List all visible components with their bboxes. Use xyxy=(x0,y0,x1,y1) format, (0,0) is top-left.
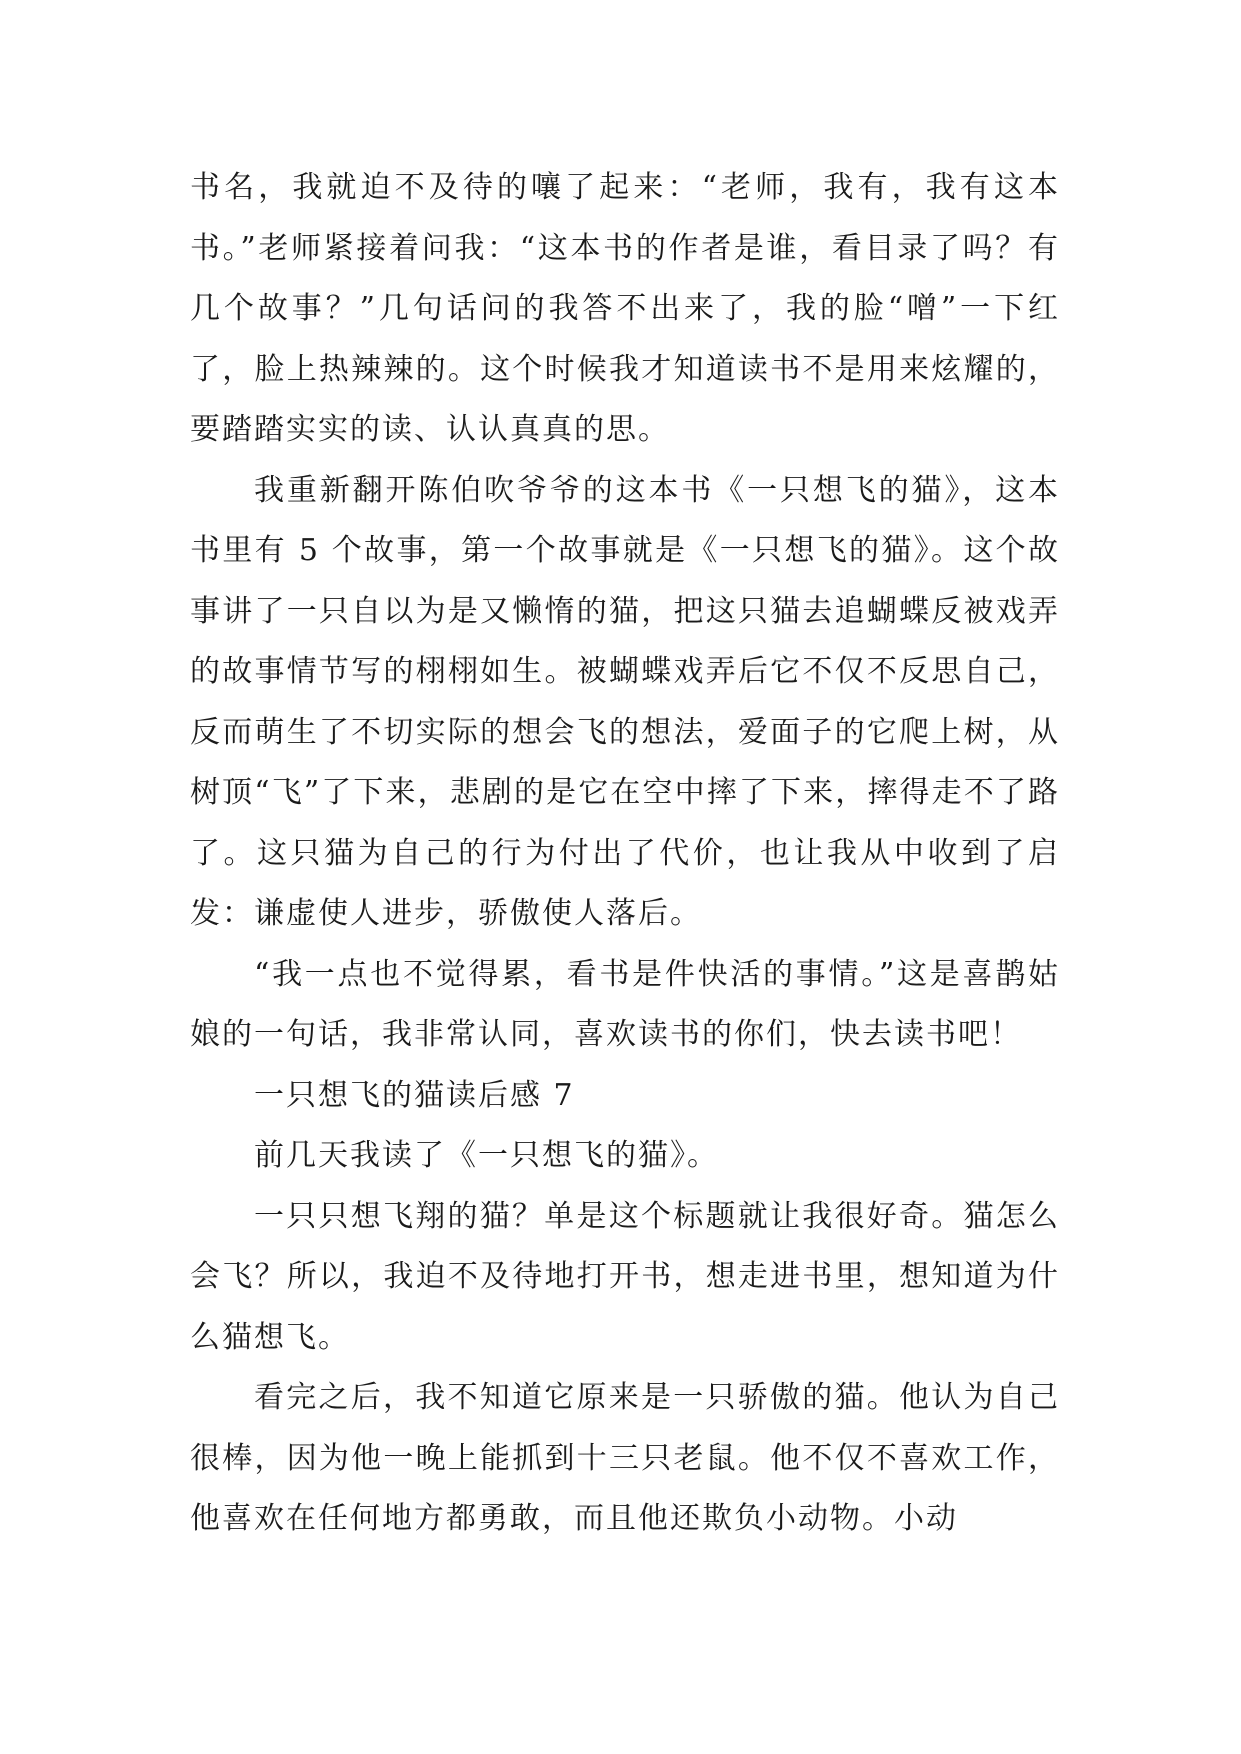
paragraph: 一只只想飞翔的猫？单是这个标题就让我很好奇。猫怎么会飞？所以，我迫不及待地打开书，想走进书里，想知道为什么猫想飞。 xyxy=(190,1198,1060,1355)
paragraph: 看完之后，我不知道它原来是一只骄傲的猫。他认为自己很棒，因为他一晚上能抓到十三只老鼠。他不仅不喜欢工作，他喜欢在任何地方都勇敢，而且他还欺负小动物。小动 xyxy=(190,1380,1060,1536)
paragraph: “我一点也不觉得累，看书是件快活的事情。”这是喜鹊姑娘的一句话，我非常认同，喜欢读书的你们，快去读书吧！ xyxy=(190,956,1060,1052)
body-text xyxy=(190,158,1060,1550)
paragraph: 前几天我读了《一只想飞的猫》。 xyxy=(254,1138,719,1173)
paragraph: 我重新翻开陈伯吹爷爷的这本书《一只想飞的猫》，这本书里有 5 个故事，第一个故事就是《一只想飞的猫》。这个故事讲了一只自以为是又懒惰的猫，把这只猫去追蝴蝶反被戏弄的故事情节写的栩栩如生。被蝴蝶戏弄后它不仅不反思自己，反而萌生了不切实际的想会飞的想法，爱面子的它爬上树，从树顶“飞”了下来，悲剧的是它在空中摔了下来，摔得走不了路了。这只猫为自己的行为付出了代价，也让我从中收到了启发：谦虚使人进步，骄傲使人落后。 xyxy=(190,472,1060,931)
section-heading: 一只想飞的猫读后感 7 xyxy=(254,1077,575,1113)
paragraph-continuation: 书名，我就迫不及待的嚷了起来：“老师，我有，我有这本书。”老师紧接着问我：“这本书的作者是谁，看目录了吗？有几个故事？”几句话问的我答不出来了，我的脸“噌”一下红了，脸上热辣辣的。这个时候我才知道读书不是用来炫耀的，要踏踏实实的读、认认真真的思。 xyxy=(190,170,1060,447)
